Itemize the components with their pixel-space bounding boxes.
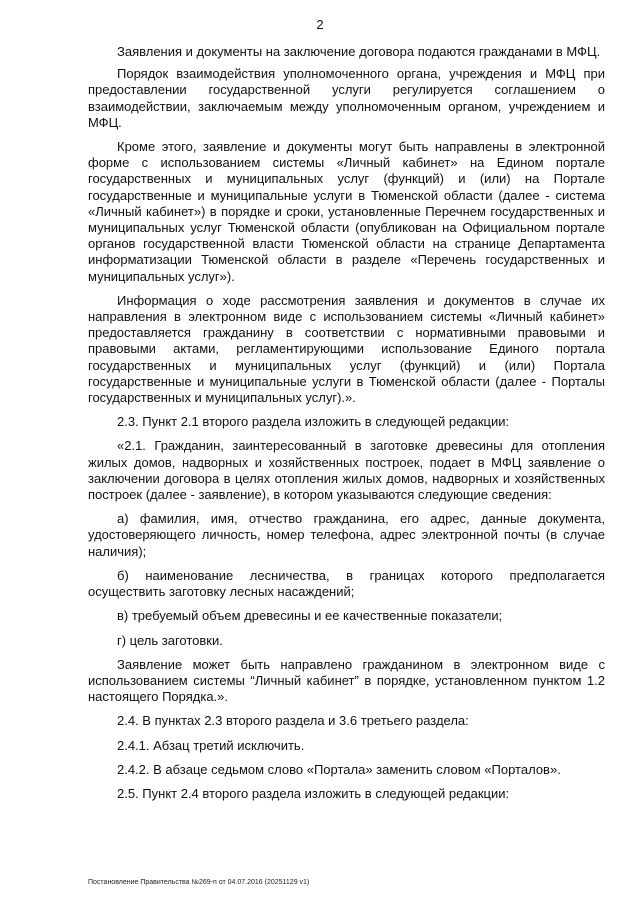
paragraph-interaction-order: Порядок взаимодействия уполномоченного органа, учреждения и МФЦ при предоставлении государственной услуги регулируется соглашением о взаимодействии, заключаемым между уполномоченным органом, учреждением и МФЦ.: [88, 66, 605, 130]
document-body: [88, 44, 605, 810]
paragraph-2-4-2: 2.4.2. В абзаце седьмом слово «Портала» заменить словом «Порталов».: [117, 761, 561, 777]
paragraph-electronic-submission: Кроме этого, заявление и документы могут быть направлены в электронной форме с использованием системы «Личный кабинет» на Едином портале государственных и муниципальных услуг (функций) и (или) на Портале государственные и муниципальные услуги в Тюменской области (далее - система «Личный кабинет») в порядке и сроки, установленные Перечнем государственных и муниципальных услуг Тюменской области (опубликован на Официальном портале органов государственной власти Тюменской области на странице Департамента информатизации Тюменской области в разделе «Перечень государственных и муниципальных услуг»).: [88, 139, 605, 284]
paragraph-submission: Заявления и документы на заключение договора подаются гражданами в МФЦ.: [117, 44, 601, 59]
document-footer: Постановление Правительства №269-п от 04.07.2016 (20251129 v1): [88, 879, 310, 886]
paragraph-2-5-heading: 2.5. Пункт 2.4 второго раздела изложить в следующей редакции:: [117, 785, 510, 801]
list-item-b: б) наименование лесничества, в границах которого предполагается осуществить заготовку лесных насаждений;: [88, 567, 605, 600]
paragraph-2-4-heading: 2.4. В пунктах 2.3 второго раздела и 3.6 третьего раздела:: [117, 713, 469, 729]
paragraph-2-4-1: 2.4.1. Абзац третий исключить.: [117, 737, 305, 753]
list-item-a: а) фамилия, имя, отчество гражданина, его адрес, данные документа, удостоверяющего личность, номер телефона, адрес электронной почты (в случае наличия);: [88, 511, 605, 559]
paragraph-progress-info: Информация о ходе рассмотрения заявления и документов в случае их направления в электронном виде с использованием системы «Личный кабинет» предоставляется гражданину в соответствии с нормативными правовыми и правовыми актами, регламентирующими использование Единого портала государственных и муниципальных услуг (функций) и (или) Портала государственные и муниципальные услуги в Тюменской области (далее - Порталы государственных и муниципальных услуг).».: [88, 292, 605, 406]
list-item-g: г) цель заготовки.: [117, 632, 223, 648]
list-item-v: в) требуемый объем древесины и ее качественные показатели;: [117, 608, 503, 624]
page-number: 2: [316, 17, 324, 32]
paragraph-2-3-heading: 2.3. Пункт 2.1 второго раздела изложить в следующей редакции:: [117, 414, 510, 430]
paragraph-electronic-application: Заявление может быть направлено гражданином в электронном виде с использованием системы “Личный кабинет” в порядке, установленном пунктом 1.2 настоящего Порядка.».: [88, 656, 605, 705]
paragraph-2-1-text: «2.1. Гражданин, заинтересованный в заготовке древесины для отопления жилых домов, надворных и хозяйственных построек, подает в МФЦ заявление о заключении договора в целях отопления жилых домов, надворных и хозяйственных построек (далее - заявление), в котором указываются следующие сведения:: [88, 438, 605, 503]
